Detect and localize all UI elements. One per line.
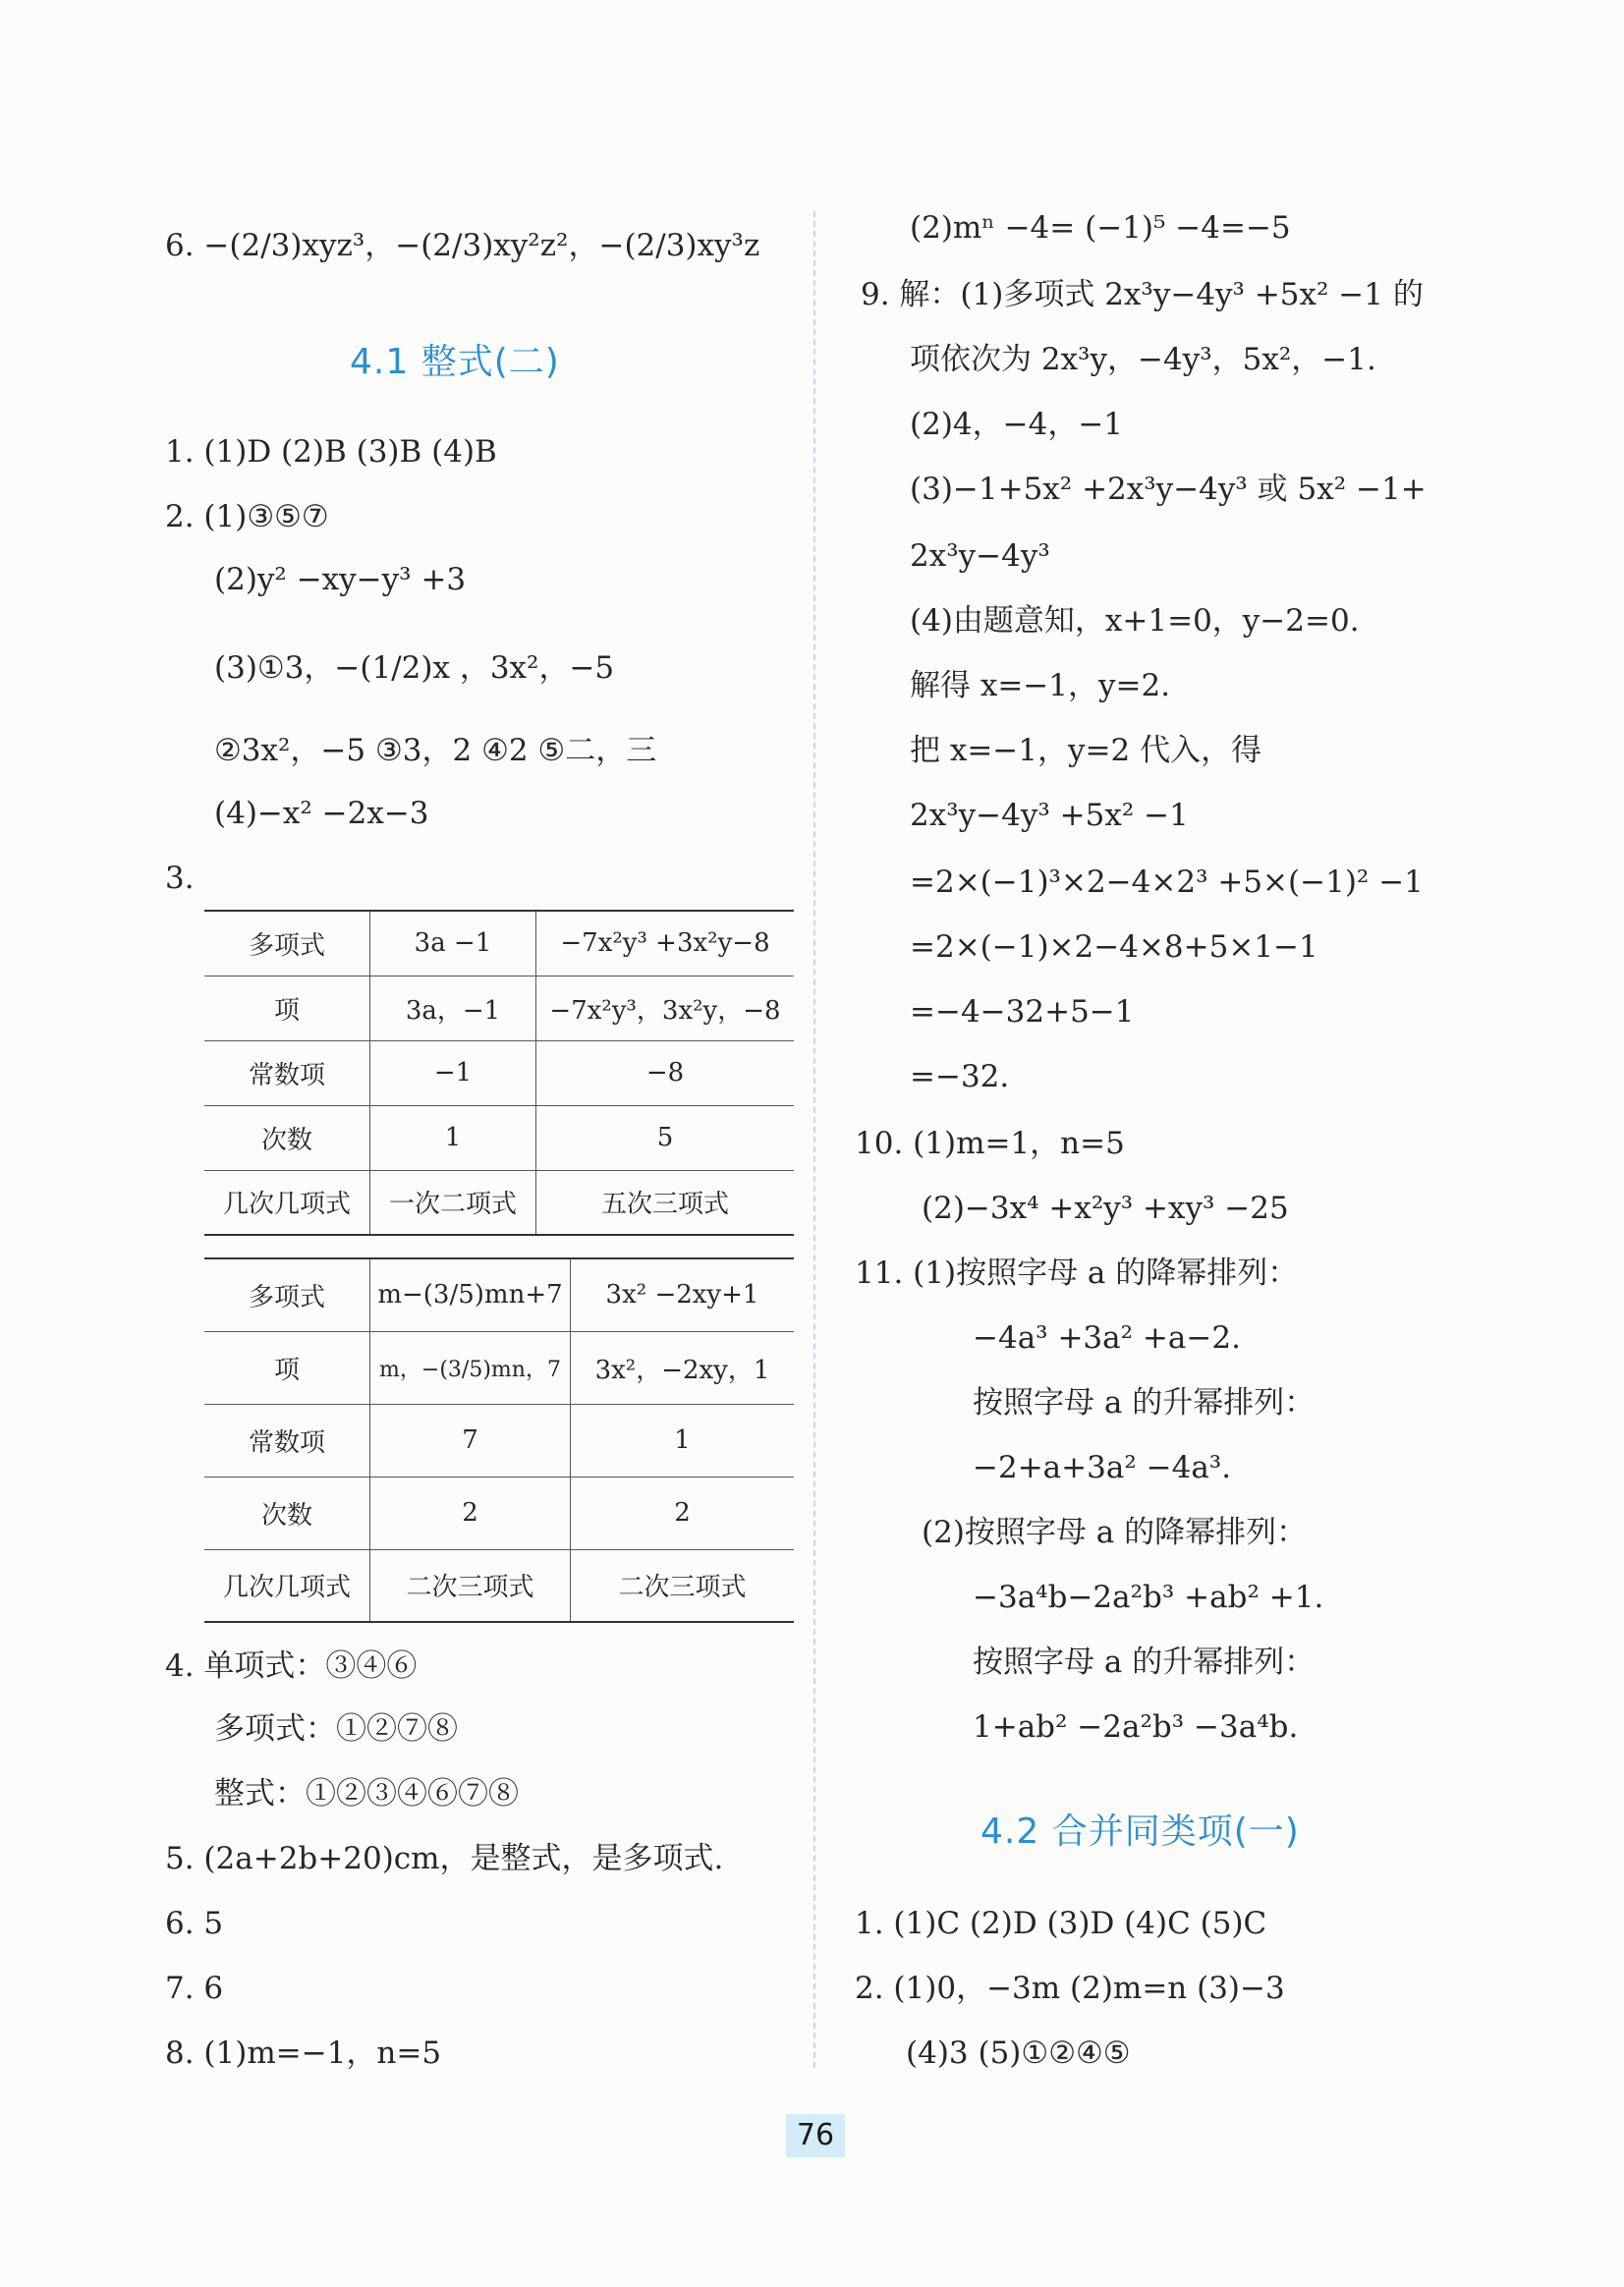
answer-4-2-2b: (4)3 (5)①②④⑤: [906, 2036, 1131, 2071]
table-cell: 多项式: [204, 911, 370, 976]
table-cell: 次数: [204, 1477, 370, 1549]
table-cell: 二次三项式: [571, 1549, 795, 1622]
table-cell: 3x²，−2xy，1: [571, 1331, 795, 1404]
table-cell: 项: [204, 976, 370, 1040]
page-number: 76: [786, 2114, 845, 2157]
answer-11-1d: −2+a+3a² −4a³.: [973, 1450, 1232, 1485]
polynomial-table-1: [204, 910, 794, 1236]
answer-11-1: 11. (1)按照字母 a 的降幂排列：: [855, 1255, 1299, 1291]
answer-4-2-2: 2. (1)0，−3m (2)m=n (3)−3: [855, 1971, 1285, 2006]
answer-9-4e: =2×(−1)³×2−4×2³ +5×(−1)² −1: [910, 865, 1424, 900]
table-cell: −7x²y³，3x²y，−8: [536, 976, 795, 1040]
table-cell: 7: [370, 1404, 571, 1477]
answer-1: 1. (1)D (2)B (3)B (4)B: [165, 434, 497, 470]
table-cell: −7x²y³ +3x²y−8: [536, 911, 795, 976]
table-cell: 二次三项式: [370, 1549, 571, 1622]
table-cell: 几次几项式: [204, 1549, 370, 1622]
answer-11-2: (2)按照字母 a 的降幂排列：: [922, 1515, 1308, 1550]
answer-4-2-1: 1. (1)C (2)D (3)D (4)C (5)C: [855, 1906, 1267, 1941]
table-cell: m，−(3/5)mn，7: [370, 1331, 571, 1404]
column-divider: [813, 211, 815, 2068]
table-cell: 2: [571, 1477, 795, 1549]
answer-11-1c: 按照字母 a 的升幂排列：: [973, 1385, 1316, 1421]
answer-9-3b: 2x³y−4y³: [910, 538, 1050, 574]
answer-9-4: (4)由题意知，x+1=0，y−2=0.: [910, 603, 1360, 639]
section-heading-4-1: 4.1 整式(二): [350, 342, 560, 382]
table-cell: 项: [204, 1331, 370, 1404]
table-cell: 2: [370, 1477, 571, 1549]
table-cell: −1: [370, 1040, 536, 1105]
answer-9-4b: 解得 x=−1，y=2.: [910, 668, 1171, 703]
table-cell: 3x² −2xy+1: [571, 1258, 795, 1331]
table-cell: 次数: [204, 1105, 370, 1170]
answer-10-2: (2)−3x⁴ +x²y³ +xy³ −25: [922, 1191, 1289, 1226]
answer-9-1b: 项依次为 2x³y，−4y³，5x²，−1.: [910, 342, 1376, 377]
answer-6-prev: 6. −(2/3)xyz³，−(2/3)xy²z²，−(2/3)xy³z: [165, 228, 760, 263]
polynomial-table-2: [204, 1257, 794, 1623]
answer-11-2b: −3a⁴b−2a²b³ +ab² +1.: [973, 1580, 1324, 1615]
table-cell: 几次几项式: [204, 1170, 370, 1235]
section-heading-4-2: 4.2 合并同类项(一): [980, 1812, 1300, 1852]
table-cell: 1: [571, 1404, 795, 1477]
answer-3-label: 3.: [165, 861, 195, 896]
answer-9-1: 9. 解：(1)多项式 2x³y−4y³ +5x² −1 的: [861, 277, 1424, 312]
table-cell: 多项式: [204, 1258, 370, 1331]
table-cell: 五次三项式: [536, 1170, 795, 1235]
answer-9-4h: =−32.: [910, 1059, 1010, 1094]
answer-4-2: 多项式：①②⑦⑧: [214, 1711, 458, 1747]
answer-6: 6. 5: [165, 1906, 224, 1941]
answer-9-4g: =−4−32+5−1: [910, 994, 1135, 1030]
answer-5: 5. (2a+2b+20)cm，是整式，是多项式.: [165, 1841, 724, 1876]
answer-8: 8. (1)m=−1，n=5: [165, 2036, 442, 2071]
answer-11-2d: 1+ab² −2a²b³ −3a⁴b.: [973, 1709, 1299, 1745]
answer-2-3b: ②3x²，−5 ③3，2 ④2 ⑤二，三: [214, 733, 657, 768]
table-cell: 常数项: [204, 1040, 370, 1105]
answer-7: 7. 6: [165, 1971, 224, 2006]
answer-9-3: (3)−1+5x² +2x³y−4y³ 或 5x² −1+: [910, 472, 1427, 507]
answer-8-2: (2)mⁿ −4= (−1)⁵ −4=−5: [910, 210, 1291, 246]
table-cell: −8: [536, 1040, 795, 1105]
table-cell: 5: [536, 1105, 795, 1170]
table-cell: m−(3/5)mn+7: [370, 1258, 571, 1331]
answer-2-1: 2. (1)③⑤⑦: [165, 499, 329, 534]
answer-11-2c: 按照字母 a 的升幂排列：: [973, 1645, 1316, 1680]
answer-2-4: (4)−x² −2x−3: [214, 796, 429, 831]
table-cell: 3a −1: [370, 911, 536, 976]
table-cell: 1: [370, 1105, 536, 1170]
answer-9-4c: 把 x=−1，y=2 代入，得: [910, 733, 1262, 768]
table-cell: 一次二项式: [370, 1170, 536, 1235]
answer-2-2: (2)y² −xy−y³ +3: [214, 562, 467, 597]
answer-10-1: 10. (1)m=1，n=5: [855, 1126, 1125, 1161]
answer-2-3: (3)①3，−(1/2)x ，3x²，−5: [214, 650, 615, 686]
answer-11-1b: −4a³ +3a² +a−2.: [973, 1320, 1241, 1356]
answer-9-2: (2)4，−4，−1: [910, 407, 1124, 442]
answer-4-3: 整式：①②③④⑥⑦⑧: [214, 1776, 519, 1812]
table-cell: 3a，−1: [370, 976, 536, 1040]
table-cell: 常数项: [204, 1404, 370, 1477]
answer-4-1: 4. 单项式：③④⑥: [165, 1648, 418, 1684]
answer-9-4f: =2×(−1)×2−4×8+5×1−1: [910, 929, 1318, 965]
answer-9-4d: 2x³y−4y³ +5x² −1: [910, 798, 1189, 833]
